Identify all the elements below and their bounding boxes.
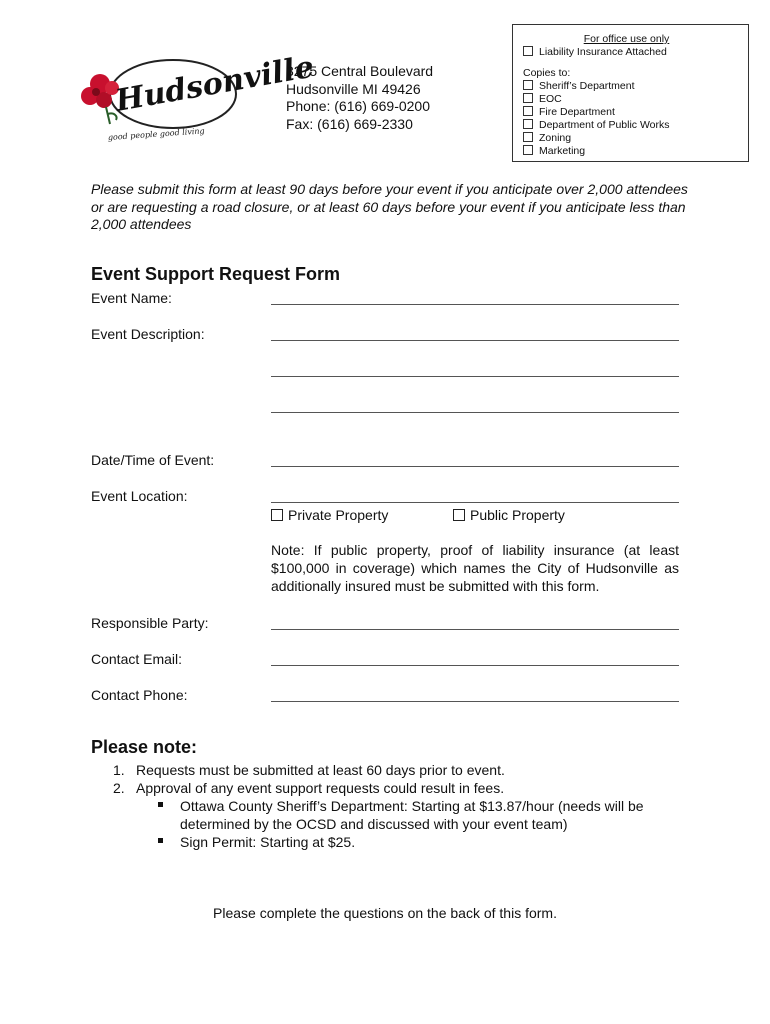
checkbox-icon[interactable]	[271, 509, 283, 521]
responsible-party-field[interactable]	[271, 629, 679, 630]
event-description-label: Event Description:	[91, 326, 205, 342]
checkbox-icon[interactable]	[453, 509, 465, 521]
event-description-field-2[interactable]	[271, 376, 679, 377]
checkbox-icon[interactable]	[523, 119, 533, 129]
date-time-label: Date/Time of Event:	[91, 452, 215, 468]
date-time-field[interactable]	[271, 466, 679, 467]
contact-phone-label: Contact Phone:	[91, 687, 188, 703]
hudsonville-logo	[78, 49, 317, 147]
phone-number: Phone: (616) 669-0200	[286, 98, 430, 114]
liability-checkbox-row	[523, 46, 748, 59]
copies-label: Copies to:	[523, 67, 571, 79]
logo-graphic	[78, 49, 317, 147]
checkbox-icon[interactable]	[523, 46, 533, 56]
copy-item-public-works: Department of Public Works	[523, 119, 748, 132]
responsible-party-label: Responsible Party:	[91, 615, 209, 631]
copy-item-eoc: EOC	[523, 93, 748, 106]
copy-item-zoning: Zoning	[523, 132, 748, 145]
contact-phone-field[interactable]	[271, 701, 679, 702]
bullet-icon	[158, 802, 163, 807]
fax-number: Fax: (616) 669-2330	[286, 115, 413, 132]
liability-label: Liability Insurance Attached	[539, 46, 667, 58]
form-title: Event Support Request Form	[91, 264, 341, 284]
copy-item-fire: Fire Department	[523, 106, 748, 119]
public-property-label: Public Property	[470, 507, 565, 523]
submission-instruction: Please submit this form at least 90 days before your event if you anticipate over 2,000 attendees or are requesting a road closure, or at least 60 days before your event if you anticipate less than 2,000 attendees	[91, 181, 688, 232]
svg-text:Hudsonville: Hudsonville	[112, 49, 317, 119]
event-description-field-3[interactable]	[271, 412, 679, 413]
event-description-field-1[interactable]	[271, 340, 679, 341]
note-item-2: 2. Approval of any event support requests could result in fees.	[113, 780, 505, 796]
street-address: 3275 Central Boulevard	[286, 63, 434, 79]
public-property-option[interactable]	[453, 507, 565, 523]
note-item-1: 1. Requests must be submitted at least 60 days prior to event.	[113, 762, 505, 778]
event-name-field[interactable]	[271, 304, 679, 305]
please-note-heading: Please note:	[91, 737, 198, 757]
flower-icon	[81, 74, 119, 124]
office-use-box	[512, 24, 749, 162]
event-location-label: Event Location:	[91, 488, 188, 504]
checkbox-icon[interactable]	[523, 106, 533, 116]
address-block	[286, 63, 433, 133]
office-use-title: For office use only	[583, 33, 670, 45]
private-property-label: Private Property	[288, 507, 389, 523]
checkbox-icon[interactable]	[523, 80, 533, 90]
contact-email-field[interactable]	[271, 665, 679, 666]
event-name-label: Event Name:	[91, 290, 172, 306]
city-state-zip: Hudsonville MI 49426	[286, 80, 421, 97]
svg-text:good people good living: good people good living	[107, 126, 205, 143]
checkbox-icon[interactable]	[523, 145, 533, 155]
copy-item-sheriff: Sheriff’s Department	[523, 80, 748, 93]
note-subitem-sheriff: Ottawa County Sheriff’s Department: Starting at $13.87/hour (needs will be determined by the OCSD and discussed with your event team)	[113, 797, 693, 833]
checkbox-icon[interactable]	[523, 93, 533, 103]
event-location-field[interactable]	[271, 502, 679, 503]
note-subitem-sign-permit: Sign Permit: Starting at $25.	[113, 833, 693, 851]
notes-list	[113, 761, 693, 851]
insurance-note: Note: If public property, proof of liability insurance (at least $100,000 in coverage) which names the City of Hudsonville as additionally insured must be submitted with this form.	[271, 542, 679, 594]
footer-instruction: Please complete the questions on the back of this form.	[213, 905, 557, 921]
checkbox-icon[interactable]	[523, 132, 533, 142]
copy-item-marketing: Marketing	[523, 145, 748, 158]
private-property-option[interactable]	[271, 507, 388, 523]
bullet-icon	[158, 838, 163, 843]
contact-email-label: Contact Email:	[91, 651, 183, 667]
